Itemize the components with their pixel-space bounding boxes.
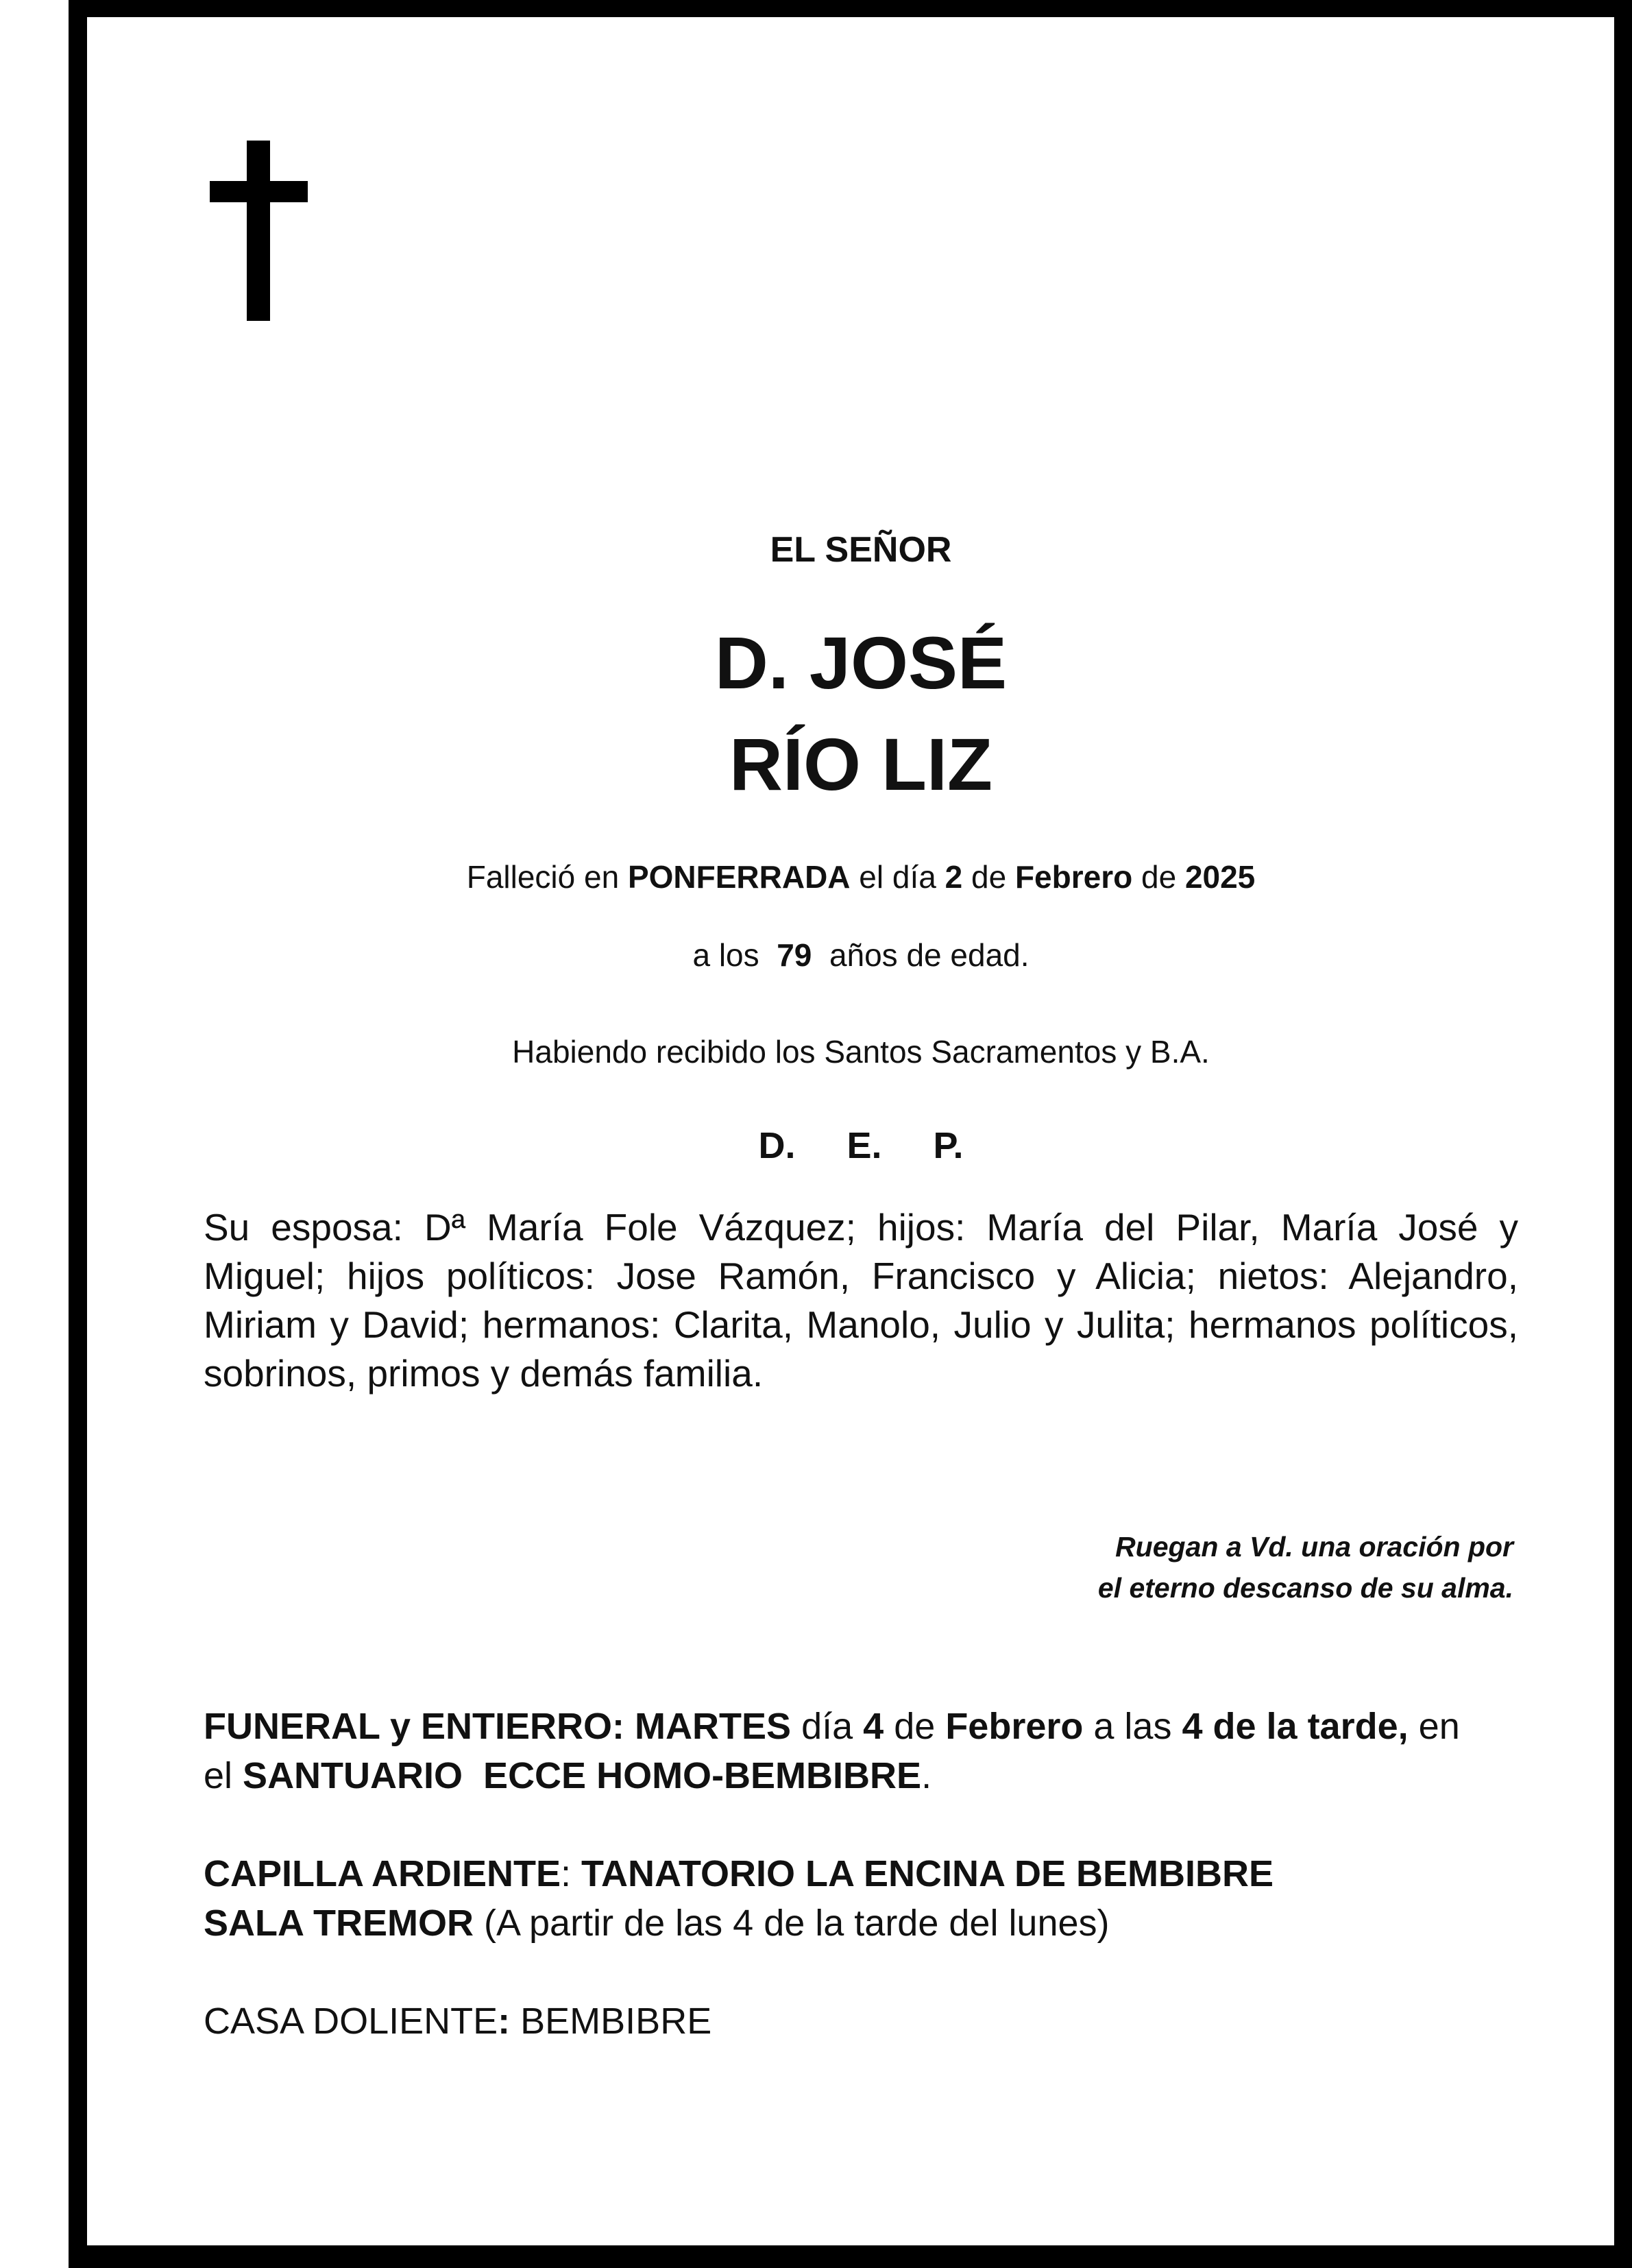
name-line-1: D. JOSÉ bbox=[714, 621, 1008, 704]
text: . bbox=[921, 1755, 932, 1796]
chapel-note: (A partir de las 4 de la tarde del lunes) bbox=[484, 1903, 1110, 1944]
chapel-info bbox=[204, 1849, 1518, 1948]
text: el bbox=[204, 1755, 233, 1796]
age-line bbox=[204, 937, 1518, 974]
text: de bbox=[894, 1706, 936, 1747]
house-info bbox=[204, 1996, 1518, 2046]
text: día bbox=[801, 1706, 853, 1747]
text: a las bbox=[1093, 1706, 1172, 1747]
text: a los bbox=[692, 937, 759, 973]
funeral-month: Febrero bbox=[945, 1706, 1084, 1747]
deceased-name bbox=[204, 612, 1518, 815]
prayer-line-2: el eterno descanso de su alma. bbox=[1097, 1572, 1513, 1604]
cross-horizontal-bar bbox=[210, 181, 308, 202]
dep-line: D. E. P. bbox=[758, 1125, 964, 1166]
name-line-2: RÍO LIZ bbox=[729, 723, 992, 806]
death-place: PONFERRADA bbox=[627, 859, 851, 895]
funeral-info bbox=[204, 1702, 1518, 1800]
text: de bbox=[1141, 859, 1177, 895]
text: de bbox=[971, 859, 1007, 895]
sacraments-line: Habiendo recibido los Santos Sacramentos y B.A. bbox=[512, 1034, 1210, 1070]
funeral-time: 4 de la tarde, bbox=[1182, 1706, 1409, 1747]
age-value: 79 bbox=[777, 937, 812, 973]
death-year: 2025 bbox=[1184, 859, 1256, 895]
funeral-label: FUNERAL y ENTIERRO: MARTES bbox=[204, 1706, 792, 1747]
chapel-label: CAPILLA ARDIENTE bbox=[204, 1853, 561, 1894]
family-paragraph: Su esposa: Dª María Fole Vázquez; hijos: María del Pilar, María José y Miguel; hijos políticos: Jose Ramón, Francisco y Alicia; nietos: Alejandro, Miriam y David; hermanos: Clarita, Manolo, Julio y Julita; hermanos políticos, sobrinos, primos y demás familia. bbox=[204, 1206, 1518, 1395]
text: años de edad. bbox=[829, 937, 1030, 973]
death-line bbox=[204, 858, 1518, 895]
funeral-place: SANTUARIO ECCE HOMO-BEMBIBRE bbox=[243, 1755, 922, 1796]
text: : bbox=[498, 2001, 511, 2042]
death-month: Febrero bbox=[1014, 859, 1133, 895]
text: el día bbox=[859, 859, 936, 895]
chapel-place: TANATORIO LA ENCINA DE BEMBIBRE bbox=[581, 1853, 1274, 1894]
title: EL SEÑOR bbox=[770, 530, 952, 570]
house-label: CASA DOLIENTE bbox=[204, 2001, 498, 2042]
text: Falleció en bbox=[466, 859, 620, 895]
prayer-request bbox=[1098, 1526, 1513, 1608]
text: en bbox=[1418, 1706, 1460, 1747]
text: : bbox=[561, 1853, 572, 1894]
funeral-day: 4 bbox=[863, 1706, 884, 1747]
cross-vertical-bar bbox=[247, 141, 270, 321]
chapel-room: SALA TREMOR bbox=[204, 1903, 474, 1944]
prayer-line-1: Ruegan a Vd. una oración por bbox=[1115, 1531, 1513, 1563]
death-day: 2 bbox=[945, 859, 963, 895]
house-place: BEMBIBRE bbox=[520, 2001, 712, 2042]
